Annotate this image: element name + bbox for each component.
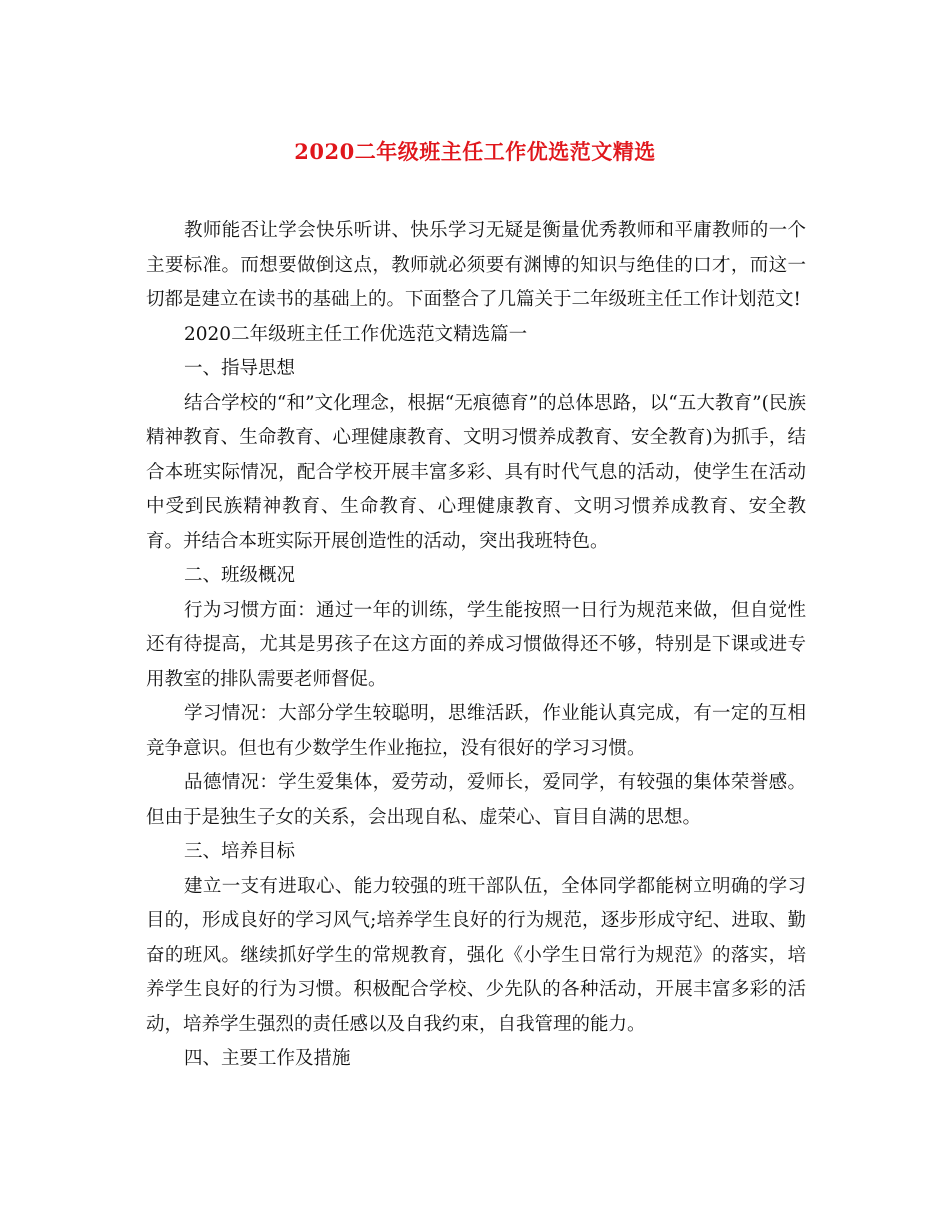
- section-heading-training-goals: 三、培养目标: [184, 841, 296, 862]
- document-title: 2020二年级班主任工作优选范文精选: [294, 139, 656, 164]
- section-heading-class-overview: 二、班级概况: [184, 565, 296, 586]
- article-subtitle: 2020二年级班主任工作优选范文精选篇一: [184, 323, 528, 345]
- training-goals-paragraph: 建立一支有进取心、能力较强的班干部队伍，全体同学都能树立明确的学习目的，形成良好的学习风气;培养学生良好的行为规范，逐步形成守纪、进取、勤奋的班风。继续抓好学生的常规教育，强化《小学生日常行为规范》的落实，培养学生良好的行为习惯。积极配合学校、少先队的各种活动，开展丰富多彩的活动，培养学生强烈的责任感以及自我约束，自我管理的能力。: [146, 875, 806, 1035]
- behavior-habits-paragraph: 行为习惯方面：通过一年的训练，学生能按照一日行为规范来做，但自觉性还有待提高，尤其是男孩子在这方面的养成习惯做得还不够，特别是下课或进专用教室的排队需要老师督促。: [146, 599, 806, 690]
- section-heading-guiding-thought: 一、指导思想: [184, 358, 296, 379]
- moral-situation-paragraph: 品德情况：学生爱集体，爱劳动，爱师长，爱同学，有较强的集体荣誉感。但由于是独生子女的关系，会出现自私、虚荣心、盲目自满的思想。: [146, 772, 806, 828]
- document-body: [146, 214, 806, 1077]
- study-situation-paragraph: 学习情况：大部分学生较聪明，思维活跃，作业能认真完成，有一定的互相竞争意识。但也有少数学生作业拖拉，没有很好的学习习惯。: [146, 703, 806, 759]
- intro-paragraph: 教师能否让学会快乐听讲、快乐学习无疑是衡量优秀教师和平庸教师的一个主要标准。而想要做倒这点，教师就必须要有渊博的知识与绝佳的口才，而这一切都是建立在读书的基础上的。下面整合了几篇关于二年级班主任工作计划范文!: [146, 220, 806, 310]
- section-heading-main-work: 四、主要工作及措施: [184, 1048, 351, 1069]
- guiding-thought-paragraph: 结合学校的“和”文化理念，根据“无痕德育”的总体思路，以“五大教育”(民族精神教育、生命教育、心理健康教育、文明习惯养成教育、安全教育)为抓手，结合本班实际情况，配合学校开展丰富多彩、具有时代气息的活动，使学生在活动中受到民族精神教育、生命教育、心理健康教育、文明习惯养成教育、安全教育。并结合本班实际开展创造性的活动，突出我班特色。: [146, 392, 806, 552]
